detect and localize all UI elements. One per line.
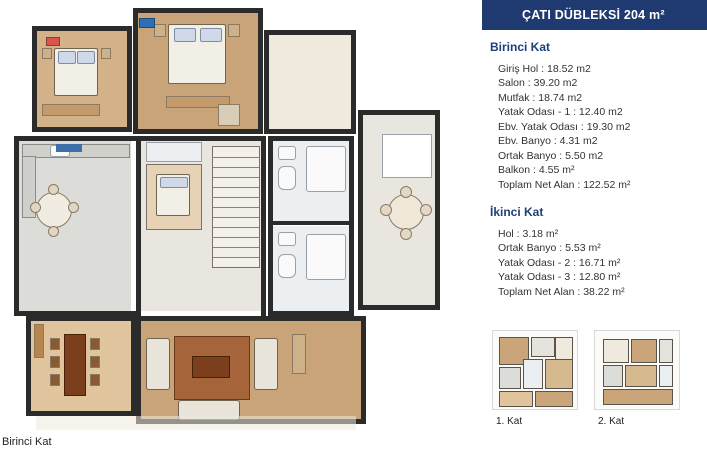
- spec-row: Yatak Odası - 3 : 12.80 m²: [498, 271, 621, 283]
- spec-row: Yatak Odası - 1 : 12.40 m2: [498, 106, 623, 118]
- furniture-chair: [380, 204, 392, 216]
- decor-accent: [56, 144, 82, 152]
- furniture-toilet: [278, 166, 296, 190]
- spec-row: Toplam Net Alan : 122.52 m²: [498, 178, 631, 191]
- furniture-chair: [50, 338, 60, 350]
- furniture-toilet: [278, 254, 296, 278]
- furniture-nightstand: [42, 48, 52, 59]
- spec-row: Toplam Net Alan : 38.22 m²: [498, 285, 625, 298]
- furniture-dining-table: [36, 192, 72, 228]
- furniture-sofa: [254, 338, 278, 390]
- furniture-sofa: [146, 338, 170, 390]
- furniture-cabinet: [292, 334, 306, 374]
- thumbnail-caption-floor-2: 2. Kat: [598, 416, 625, 427]
- spec-row: Ortak Banyo : 5.50 m2: [498, 149, 604, 162]
- furniture-nightstand: [101, 48, 111, 59]
- furniture-kitchenette: [382, 134, 432, 178]
- section-second-floor: [490, 205, 705, 299]
- furniture-coffee-table: [192, 356, 230, 378]
- stairs: [212, 146, 260, 268]
- thumbnail-floor-2[interactable]: [594, 330, 680, 410]
- furniture-sink: [278, 146, 296, 160]
- furniture-shower: [306, 234, 346, 280]
- spec-row: Salon : 39.20 m2: [498, 77, 578, 89]
- furniture-chair: [400, 186, 412, 198]
- decor-accent: [46, 37, 60, 46]
- furniture-armchair: [218, 104, 240, 126]
- furniture-chair: [90, 356, 100, 368]
- spec-row: Hol : 3.18 m²: [498, 227, 559, 240]
- furniture-sink: [278, 232, 296, 246]
- furniture-chair: [420, 204, 432, 216]
- spec-row: Ortak Banyo : 5.53 m²: [498, 242, 601, 254]
- panel-header: [482, 0, 707, 30]
- section-first-floor: [490, 40, 705, 192]
- floor-thumbnails: [490, 330, 705, 440]
- room-closet: [146, 142, 202, 162]
- furniture-dining-table-long: [64, 334, 86, 396]
- plan-caption: Birinci Kat: [2, 436, 52, 448]
- furniture-chair: [90, 374, 100, 386]
- spec-row: Ebv. Banyo : 4.31 m2: [498, 135, 598, 147]
- furniture-round-table: [388, 194, 424, 230]
- spec-row: Giriş Hol : 18.52 m2: [498, 62, 591, 75]
- terrace-strip: [36, 416, 356, 430]
- panel-title: ÇATI DÜBLEKSİ 204 m²: [522, 8, 665, 22]
- spec-row: Balkon : 4.55 m²: [498, 164, 575, 176]
- furniture-bathtub: [306, 146, 346, 192]
- furniture-nightstand: [154, 24, 166, 37]
- section-title-first-floor: Birinci Kat: [490, 40, 551, 54]
- spec-row: Ebv. Yatak Odası : 19.30 m2: [498, 120, 631, 133]
- furniture-chair: [30, 202, 41, 213]
- furniture-dresser: [42, 104, 100, 116]
- furniture-chair: [400, 228, 412, 240]
- thumbnail-caption-floor-1: 1. Kat: [496, 416, 523, 427]
- room-terrace-top-right: [268, 34, 352, 130]
- furniture-chair: [50, 374, 60, 386]
- furniture-sideboard: [34, 324, 44, 358]
- decor-accent: [139, 18, 155, 28]
- furniture-chair: [48, 226, 59, 237]
- furniture-chair: [50, 356, 60, 368]
- section-title-second-floor: İkinci Kat: [490, 205, 544, 219]
- spec-row: Mutfak : 18.74 m2: [498, 91, 583, 104]
- furniture-chair: [68, 202, 79, 213]
- furniture-chair: [48, 184, 59, 195]
- spec-row: Yatak Odası - 2 : 16.71 m²: [498, 256, 621, 269]
- floor-plan-drawing: [6, 4, 458, 429]
- furniture-chair: [90, 338, 100, 350]
- info-panel: [482, 0, 707, 451]
- thumbnail-floor-1[interactable]: [492, 330, 578, 410]
- furniture-nightstand: [228, 24, 240, 37]
